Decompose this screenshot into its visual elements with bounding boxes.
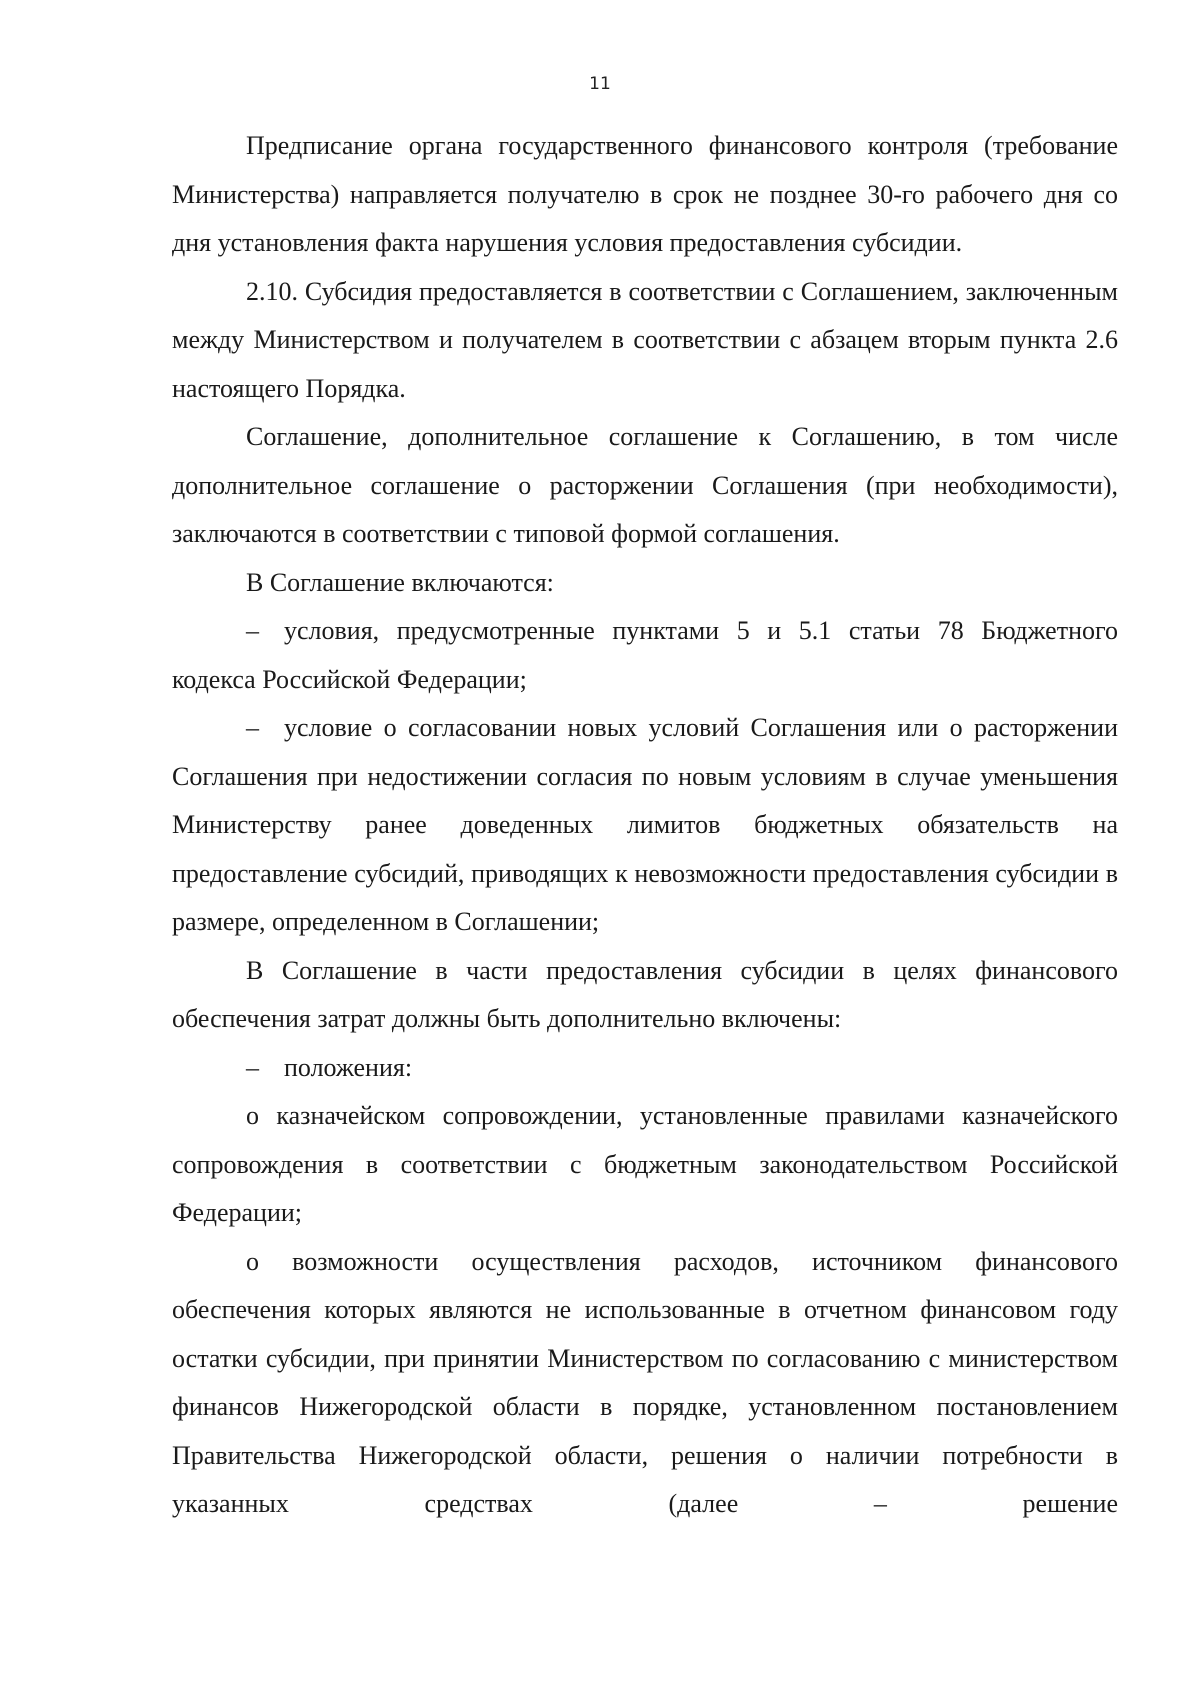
paragraph-prescription: Предписание органа государственного финансового контроля (требование Министерства) направляется получателю в срок не позднее 30-го рабочего дня со дня установления факта нарушения условия предоставления субсидии. — [172, 131, 1118, 257]
dash-marker: – — [246, 713, 259, 742]
paragraph-expense-possibility: о возможности осуществления расходов, источником финансового обеспечения которых являются не использованные в отчетном финансовом году остатки субсидии, при принятии Министерством по согласованию с министерством финансов Нижегородской области в порядке, установленном постановлением Правительства Нижегородской области, решения о наличии потребности в указанных средствах (далее – решение — [172, 1246, 1118, 1518]
dash-marker: – — [246, 1052, 259, 1082]
paragraph-2-10: 2.10. Субсидия предоставляется в соответствии с Соглашением, заключенным между Министерством и получателем в соответствии с абзацем вторым пункта 2.6 настоящего Порядка. — [172, 276, 1118, 403]
list-item-text: условия, предусмотренные пунктами 5 и 5.1 статьи 78 Бюджетного кодекса Российской Федерации; — [172, 616, 1118, 694]
list-item-conditions — [172, 607, 1118, 704]
list-item-provisions — [172, 1044, 1118, 1093]
paragraph-agreement-form: Соглашение, дополнительное соглашение к Соглашению, в том числе дополнительное соглашение о расторжении Соглашения (при необходимости), заключаются в соответствии с типовой формой соглашения. — [172, 422, 1118, 548]
document-body — [172, 122, 1118, 1529]
list-item-text: положения: — [284, 1052, 413, 1082]
list-item-text: условие о согласовании новых условий Соглашения или о расторжении Соглашения при недостижении согласия по новым условиям в случае уменьшения Министерству ранее доведенных лимитов бюджетных обязательств на предоставление субсидий, приводящих к невозможности предоставления субсидии в размере, определенном в Соглашении; — [172, 713, 1118, 936]
dash-marker: – — [246, 616, 259, 645]
list-item-new-conditions — [172, 704, 1118, 947]
paragraph-treasury-support: о казначейском сопровождении, установленные правилами казначейского сопровождения в соответствии с бюджетным законодательством Российской Федерации; — [172, 1101, 1118, 1227]
page-number: 11 — [589, 74, 611, 94]
paragraph-agreement-includes: В Соглашение включаются: — [246, 567, 554, 597]
paragraph-additional-includes: В Соглашение в части предоставления субсидии в целях финансового обеспечения затрат должны быть дополнительно включены: — [172, 955, 1118, 1033]
